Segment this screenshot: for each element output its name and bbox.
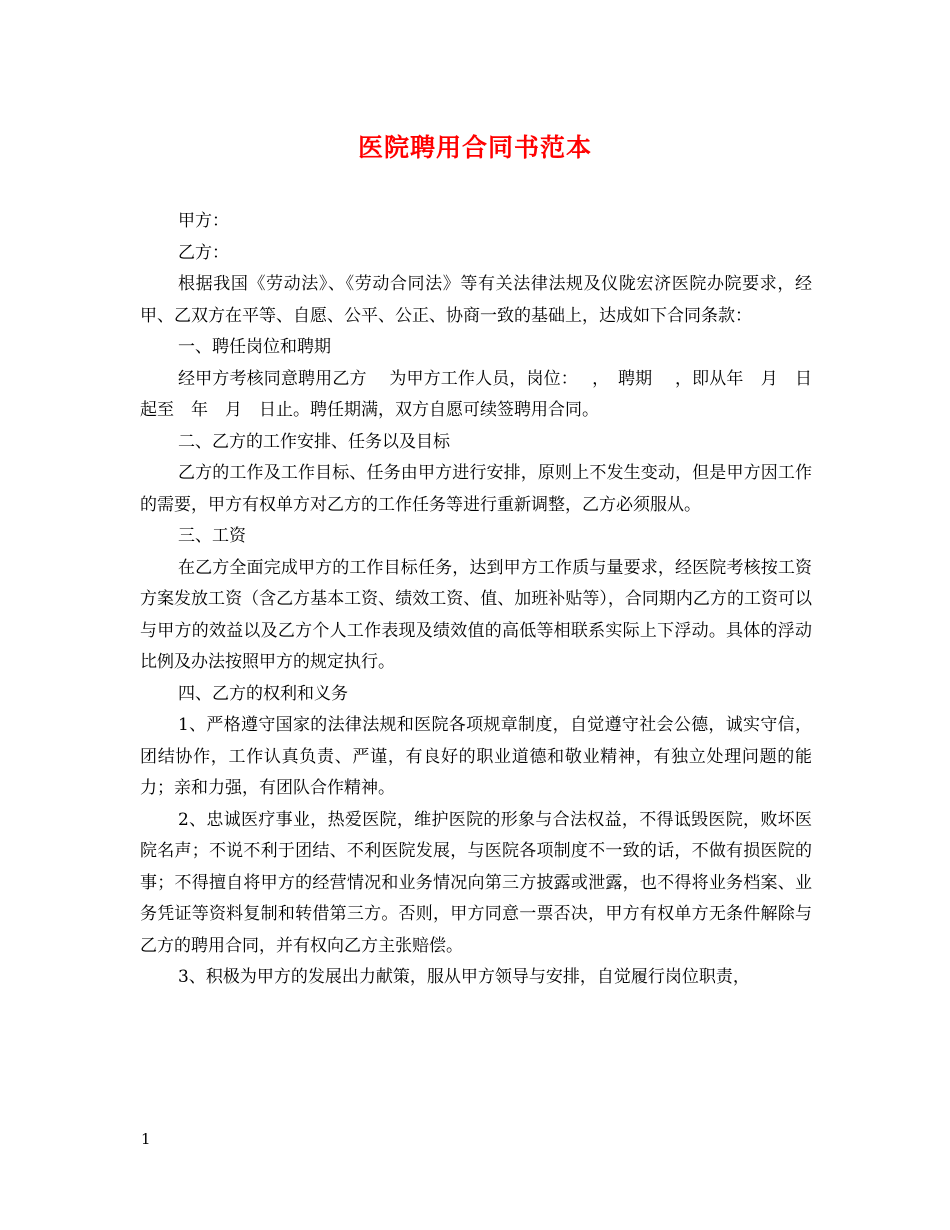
preamble-paragraph: 根据我国《劳动法》、《劳动合同法》等有关法律法规及仪陇宏济医院办院要求，经甲、乙双方在平等、自愿、公平、公正、协商一致的基础上，达成如下合同条款：: [140, 274, 812, 326]
section-heading-2: 二、乙方的工作安排、任务以及目标: [178, 431, 450, 452]
section-heading-3: 三、工资: [178, 526, 246, 546]
section-2-paragraph: 乙方的工作及工作目标、任务由甲方进行安排，原则上不发生变动，但是甲方因工作的需要，甲方有权单方对乙方的工作任务等进行重新调整，乙方必须服从。: [140, 463, 812, 515]
section-4-item-1: 1、严格遵守国家的法律法规和医院各项规章制度，自觉遵守社会公德，诚实守信，团结协作，工作认真负责、严谨，有良好的职业道德和敬业精神，有独立处理问题的能力；亲和力强，有团队合作精神。: [140, 715, 812, 798]
section-4-item-2: 2、忠诚医疗事业，热爱医院，维护医院的形象与合法权益，不得诋毁医院，败坏医院名声；不说不利于团结、不利医院发展，与医院各项制度不一致的话，不做有损医院的事；不得擅自将甲方的经营情况和业务情况向第三方披露或泄露，也不得将业务档案、业务凭证等资料复制和转借第三方。否则，甲方同意一票否决，甲方有权单方无条件解除与乙方的聘用合同，并有权向乙方主张赔偿。: [140, 809, 812, 956]
section-4-item-3: 3、积极为甲方的发展出力献策，服从甲方领导与安排，自觉履行岗位职责，: [178, 967, 750, 987]
page-number: 1: [141, 1130, 151, 1148]
document-body: [140, 206, 812, 994]
section-heading-1: 一、聘任岗位和聘期: [178, 337, 331, 357]
party-a-line: 甲方：: [178, 211, 229, 231]
section-3-paragraph: 在乙方全面完成甲方的工作目标任务，达到甲方工作质与量要求，经医院考核按工资方案发放工资（含乙方基本工资、绩效工资、值、加班补贴等），合同期内乙方的工资可以与甲方的效益以及乙方个人工作表现及绩效值的高低等相联系实际上下浮动。具体的浮动比例及办法按照甲方的规定执行。: [140, 557, 812, 672]
section-1-paragraph: 经甲方考核同意聘用乙方 为甲方工作人员，岗位： ， 聘期 ，即从年 月 日起至 年 月 日止。聘任期满，双方自愿可续签聘用合同。: [140, 368, 812, 420]
party-b-line: 乙方：: [178, 242, 229, 263]
document-title: 医院聘用合同书范本: [357, 133, 592, 162]
section-heading-4: 四、乙方的权利和义务: [178, 683, 348, 704]
